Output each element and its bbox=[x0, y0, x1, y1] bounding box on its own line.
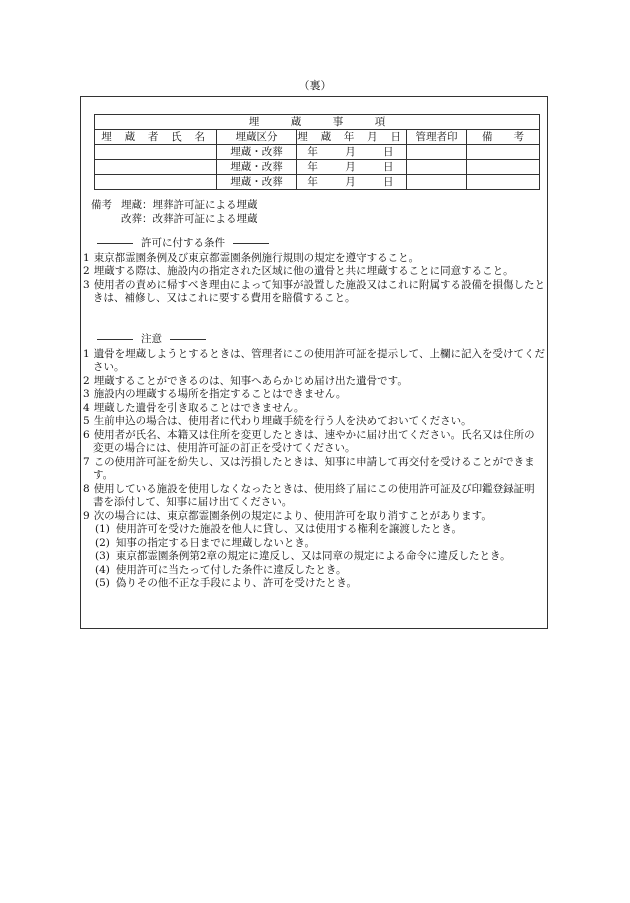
item-number: 9 bbox=[83, 509, 90, 522]
subitem-number: (2) bbox=[95, 536, 110, 549]
table-title-row bbox=[95, 115, 540, 130]
item-text: 埋蔵することができるのは、知事へあらかじめ届け出た遺骨です。 bbox=[93, 374, 408, 387]
page-heading: （裏） bbox=[298, 79, 332, 92]
name-cell[interactable] bbox=[95, 175, 217, 190]
item-text: 遺骨を埋蔵しようとするときは、管理者にこの使用許可証を提示して、上欄に記入を受けてください。 bbox=[93, 347, 545, 373]
sub-list-item bbox=[83, 550, 545, 564]
remarks-row bbox=[91, 212, 258, 226]
subitem-number: (1) bbox=[95, 523, 110, 535]
item-number: 3 bbox=[83, 388, 90, 400]
list-item bbox=[83, 252, 545, 266]
header-category: 埋蔵区分 bbox=[217, 130, 297, 145]
item-text: この使用許可証を紛失し、又は汚損したときは、知事に申請して再交付を受けることができます。 bbox=[93, 455, 535, 481]
item-number: 5 bbox=[83, 415, 90, 427]
header-name: 埋 蔵 者 氏 名 bbox=[95, 130, 217, 145]
remarks-label: 備考 bbox=[91, 199, 112, 211]
item-number: 2 bbox=[83, 265, 90, 277]
table-header-row bbox=[95, 130, 540, 145]
notes-title-text: 注意 bbox=[141, 333, 162, 345]
note-cell[interactable] bbox=[467, 145, 540, 160]
remarks bbox=[91, 198, 258, 226]
name-cell[interactable] bbox=[95, 145, 217, 160]
table-row bbox=[95, 145, 540, 160]
item-number: 2 bbox=[83, 374, 90, 387]
subitem-text: 知事の指定する日までに埋蔵しないとき。 bbox=[115, 536, 315, 549]
list-item bbox=[83, 388, 545, 402]
note-cell[interactable] bbox=[467, 175, 540, 190]
item-number: 6 bbox=[83, 428, 90, 441]
item-text: 施設内の埋蔵する場所を指定することはできません。 bbox=[93, 388, 347, 400]
notes-section bbox=[83, 333, 545, 591]
sub-list-item bbox=[83, 523, 545, 537]
sub-list-item bbox=[83, 537, 545, 551]
list-item bbox=[83, 456, 545, 483]
sub-list-item bbox=[83, 577, 545, 591]
item-number: 7 bbox=[83, 455, 90, 468]
list-item bbox=[83, 483, 545, 510]
item-text: 東京都霊園条例及び東京都霊園条例施行規則の規定を遵守すること。 bbox=[93, 251, 420, 264]
item-text: 生前申込の場合は、使用者に代わり埋蔵手続を行う人を決めておいてください。 bbox=[93, 415, 472, 427]
header-date: 埋 蔵 年 月 日 bbox=[297, 131, 406, 143]
title-dash bbox=[233, 243, 269, 244]
category-cell: 埋蔵・改葬 bbox=[217, 175, 297, 190]
subitem-number: (3) bbox=[95, 550, 110, 562]
item-text: 使用者が氏名、本籍又は住所を変更したときは、速やかに届け出てください。氏名又は住所の変更の場合には、使用許可証の訂正を受けてください。 bbox=[93, 428, 535, 454]
date-cell[interactable]: 年 月 日 bbox=[297, 145, 407, 160]
title-dash bbox=[97, 243, 133, 244]
subitem-text: 東京都霊園条例第2章の規定に違反し、又は同章の規定による命令に違反したとき。 bbox=[115, 550, 511, 562]
seal-cell[interactable] bbox=[407, 160, 467, 175]
list-item bbox=[83, 429, 545, 456]
table-row bbox=[95, 160, 540, 175]
conditions-title-text: 許可に付する条件 bbox=[141, 237, 225, 249]
remarks-line-1: 埋蔵：埋葬許可証による埋蔵 bbox=[121, 199, 258, 211]
list-item bbox=[83, 265, 545, 279]
item-text: 使用している施設を使用しなくなったときは、使用終了届にこの使用許可証及び印鑑登録証明書を添付して、知事に届け出てください。 bbox=[93, 482, 535, 508]
conditions-section bbox=[83, 237, 545, 306]
remarks-line-2: 改葬：改葬許可証による埋蔵 bbox=[121, 213, 258, 225]
subitem-text: 使用許可に当たって付した条件に違反したとき。 bbox=[115, 563, 347, 576]
list-item bbox=[83, 402, 545, 416]
subitem-text: 使用許可を受けた施設を他人に貸し、又は使用する権利を譲渡したとき。 bbox=[115, 523, 462, 535]
notes-title bbox=[83, 333, 545, 347]
subitem-number: (5) bbox=[95, 577, 110, 589]
list-item bbox=[83, 279, 545, 306]
item-text: 埋蔵する際は、施設内の指定された区域に他の遺骨と共に埋蔵することに同意すること。 bbox=[93, 265, 514, 277]
name-cell[interactable] bbox=[95, 160, 217, 175]
item-text: 次の場合には、東京都霊園条例の規定により、使用許可を取り消すことがあります。 bbox=[93, 509, 492, 522]
conditions-title bbox=[83, 237, 545, 251]
item-text: 使用者の責めに帰すべき理由によって知事が設置した施設又はこれに附属する設備を損傷したときは、補修し、又はこれに要する費用を賠償すること。 bbox=[93, 278, 545, 304]
seal-cell[interactable] bbox=[407, 145, 467, 160]
sub-list-item bbox=[83, 564, 545, 578]
seal-cell[interactable] bbox=[407, 175, 467, 190]
subitem-number: (4) bbox=[95, 563, 110, 576]
document-frame bbox=[80, 96, 548, 629]
title-dash bbox=[97, 339, 133, 340]
table-row bbox=[95, 175, 540, 190]
date-cell[interactable]: 年 月 日 bbox=[297, 160, 407, 175]
item-number: 1 bbox=[83, 251, 90, 264]
burial-table bbox=[94, 114, 540, 190]
date-cell[interactable]: 年 月 日 bbox=[297, 175, 407, 190]
remarks-row bbox=[91, 198, 258, 212]
item-number: 3 bbox=[83, 278, 90, 291]
header-seal: 管理者印 bbox=[407, 130, 467, 145]
header-note: 備 考 bbox=[467, 130, 540, 145]
item-text: 埋蔵した遺骨を引き取ることはできません。 bbox=[93, 401, 305, 414]
subitem-text: 偽りその他不正な手段により、許可を受けたとき。 bbox=[115, 577, 357, 589]
list-item bbox=[83, 348, 545, 375]
category-cell: 埋蔵・改葬 bbox=[217, 145, 297, 160]
table-title: 埋 蔵 事 項 bbox=[95, 115, 540, 130]
list-item bbox=[83, 510, 545, 524]
list-item bbox=[83, 375, 545, 389]
item-number: 1 bbox=[83, 347, 90, 360]
item-number: 8 bbox=[83, 482, 90, 495]
item-number: 4 bbox=[83, 401, 90, 414]
category-cell: 埋蔵・改葬 bbox=[217, 160, 297, 175]
list-item bbox=[83, 415, 545, 429]
title-dash bbox=[170, 339, 206, 340]
note-cell[interactable] bbox=[467, 160, 540, 175]
